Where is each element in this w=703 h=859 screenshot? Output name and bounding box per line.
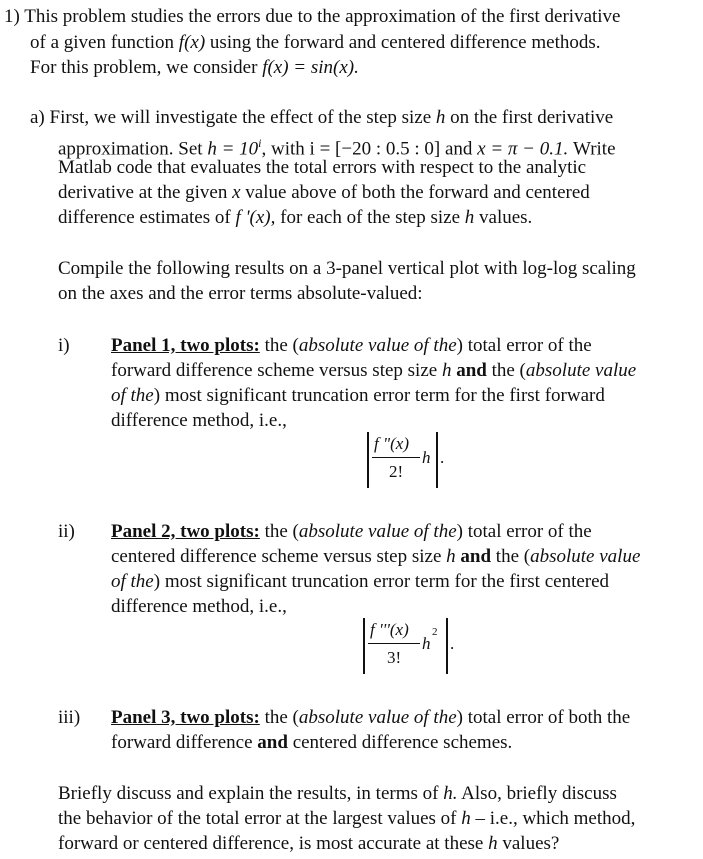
part-a-line-2: approximation. Set $h = 10^i$, with i = [−20 : 0.5 : 0] and x = π − 0.1. Write xyxy=(58,136,616,160)
document-page: 1) This problem studies the errors due to the approximation of the first derivative of a given function f(x) using the forward and centered difference methods. For this problem, we consider f(x) = sin(x). a) First, we will investigate the effect of the step size h on the first derivative approximation. Set $h = 10^i$, with i = [−20 : 0.5 : 0] and x = π − 0.1. Write Matlab code that evaluates the total errors with respect to the analytic derivative at the given x value above of both the forward and centered difference estimates of f '(x), for each of the step size h values. Compile the following results on a 3-panel vertical plot with log-log scaling on the axes and the error terms absolute-valued: i) Panel 1, two plots: the (absolute value of the) total error of the forward difference scheme versus step size h and the (absolute value of the) most significant truncation error term for the first forward difference method, i.e., f "(x) 2! h . ii) Panel 2, two plots: the (absolute value of the) total error of the centered difference scheme versus step size h and the (absolute value of the) most significant truncation error term for the first centered difference method, i.e., f '''(x) 3! h 2 . iii) Panel 3, two plots: the (absolute value of the) total error of both the forward difference and centered difference schemes. Briefly discuss and explain the results, in terms of h. Also, briefly discuss the behavior of the total error at the largest values of h – i.e., which method, forward or centered difference, is most accurate at these h values? xyxy=(4,6,641,854)
abs-bar-right xyxy=(436,432,438,488)
abs-bar-left xyxy=(363,618,365,674)
item-i-line-1: Panel 1, two plots: the (absolute value of the) total error of the xyxy=(111,335,592,356)
item-ii-line-2: centered difference scheme versus step size h and the (absolute value xyxy=(111,546,641,567)
formula-numerator: f "(x) xyxy=(374,434,409,453)
part-a-line-3: Matlab code that evaluates the total errors with respect to the analytic xyxy=(58,157,587,178)
item-ii-line-4: difference method, i.e., xyxy=(111,596,287,617)
closing-line-2: the behavior of the total error at the largest values of h – i.e., which method, xyxy=(58,808,636,829)
part-a-p2-line-1: Compile the following results on a 3-panel vertical plot with log-log scaling xyxy=(58,258,636,279)
item-ii-line-3: of the) most significant truncation error term for the first centered xyxy=(111,571,610,592)
problem-number: 1) xyxy=(4,6,20,27)
problem-intro-line-3: For this problem, we consider f(x) = sin(x). xyxy=(30,57,359,78)
abs-bar-right xyxy=(446,618,448,674)
part-a-line-1: a) First, we will investigate the effect of the step size h on the first derivative xyxy=(30,107,614,128)
item-iii-line-1: Panel 3, two plots: the (absolute value of the) total error of both the xyxy=(111,707,631,728)
problem-intro-line-2: of a given function f(x) using the forward and centered difference methods. xyxy=(30,32,601,53)
fraction-line xyxy=(372,457,420,458)
abs-bar-left xyxy=(367,432,369,488)
part-a-label: a) xyxy=(30,107,45,128)
item-iii-line-2: forward difference and centered difference schemes. xyxy=(111,732,513,753)
item-i-line-3: of the) most significant truncation error term for the first forward xyxy=(111,385,605,406)
formula-denominator: 3! xyxy=(387,648,402,667)
part-a-line-4: derivative at the given x value above of both the forward and centered xyxy=(58,182,590,203)
item-i-label: i) xyxy=(58,335,70,356)
item-i-line-2: forward difference scheme versus step size h and the (absolute value xyxy=(111,360,637,381)
closing-line-3: forward or centered difference, is most accurate at these h values? xyxy=(58,833,560,854)
part-a-p2-line-2: on the axes and the error terms absolute-valued: xyxy=(58,283,423,304)
formula-denominator: 2! xyxy=(389,462,404,481)
fraction-line xyxy=(368,643,420,644)
problem-intro-line-1: 1) This problem studies the errors due to the approximation of the first derivative xyxy=(4,6,621,27)
formula-variable: h xyxy=(422,634,431,653)
item-ii-label: ii) xyxy=(58,521,75,542)
closing-line-1: Briefly discuss and explain the results, in terms of h. Also, briefly discuss xyxy=(58,783,617,804)
item-ii-line-1: Panel 2, two plots: the (absolute value of the) total error of the xyxy=(111,521,592,542)
item-iii-label: iii) xyxy=(58,707,81,728)
formula-numerator: f '''(x) xyxy=(370,620,409,639)
formula-exponent: 2 xyxy=(432,626,438,638)
part-a-line-5: difference estimates of f '(x), for each of the step size h values. xyxy=(58,207,533,228)
item-i-line-4: difference method, i.e., xyxy=(111,410,287,431)
formula-variable: h xyxy=(422,448,431,467)
